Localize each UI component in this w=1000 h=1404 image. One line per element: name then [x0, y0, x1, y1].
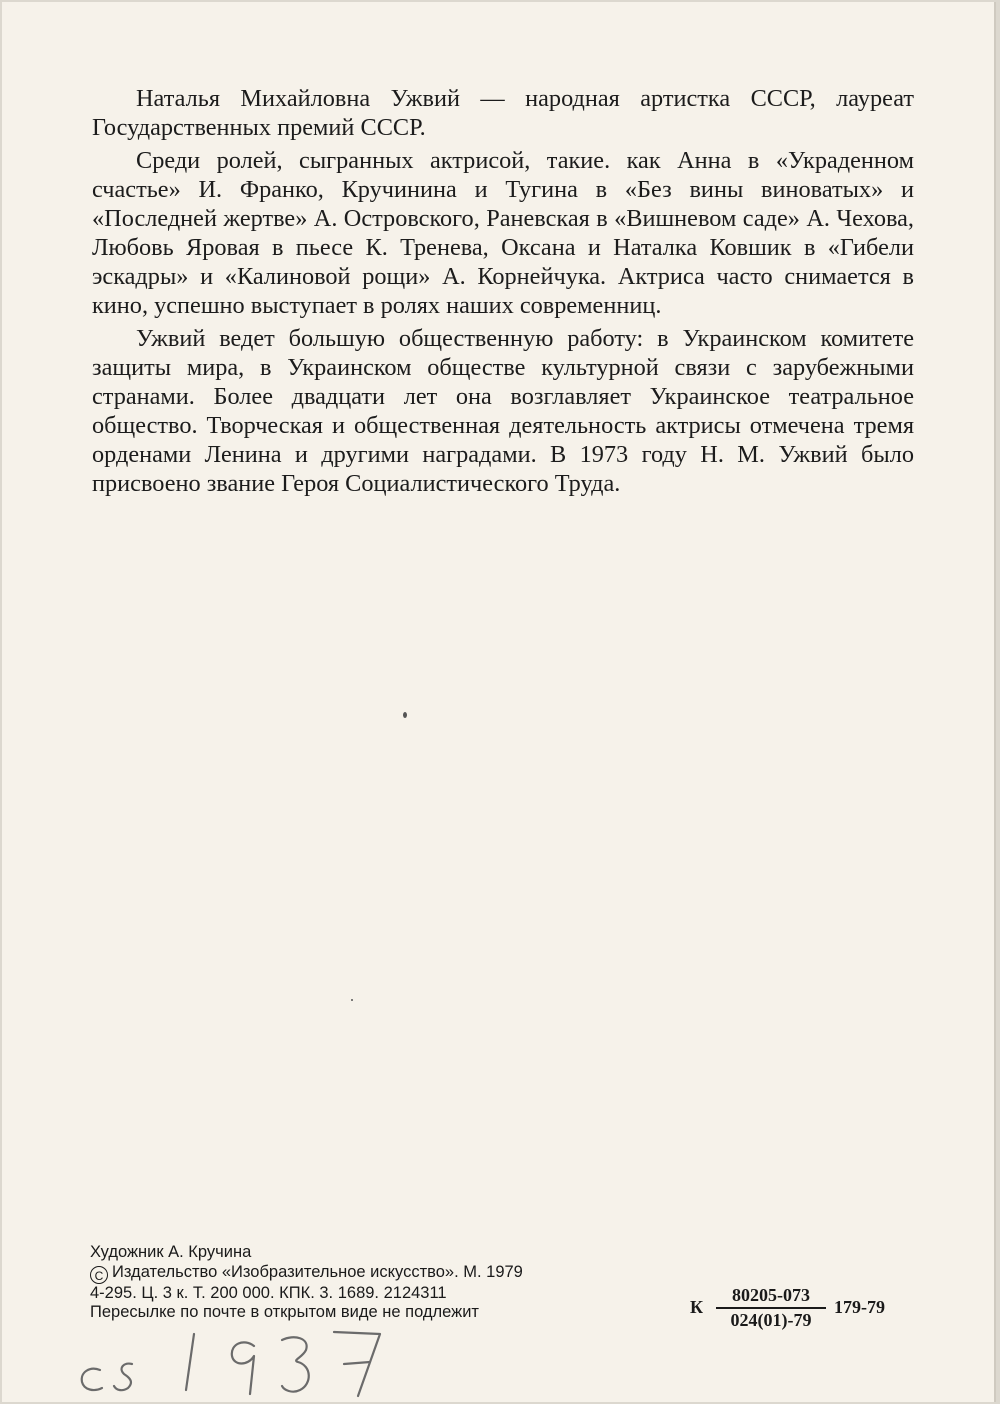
postcard-back — [2, 2, 996, 1402]
handwritten-pencil-note — [62, 1312, 392, 1402]
paper-speck — [351, 999, 353, 1001]
index-denominator: 024(01)-79 — [730, 1310, 812, 1330]
paper-speck — [403, 712, 407, 718]
bio-paragraph-3: Ужвий ведет большую общественную работу: в Украинском комитете защиты мира, в Украинском обществе культурной связи с зарубежными странами. Более двадцати лет она возглавляет Украинское театральное общество. Творческая и общественная деятельность актрисы отмечена тремя орденами Ленина и другими наградами. В 1973 году Н. М. Ужвий было присвоено звание Героя Социалистического Труда. — [92, 325, 914, 497]
bio-paragraph-2: Среди ролей, сыгранных актрисой, такие. как Анна в «Украденном счастье» И. Франко, Кручинина и Тугина в «Без вины виноватых» и «Последней жертве» А. Островского, Раневская в «Вишневом саде» А. Чехова, Любовь Яровая в пьесе К. Тренева, Оксана и Наталка Ковшик в «Гибели эскадры» и «Калиновой рощи» А. Корнейчука. Актриса часто снимается в кино, успешно выступает в ролях наших современниц. — [92, 147, 914, 319]
mail-note: Пересылке по почте в открытом виде не подлежит — [90, 1303, 479, 1321]
index-numerator: 80205-073 — [716, 1285, 826, 1309]
index-suffix: 179-79 — [834, 1297, 885, 1317]
index-fraction — [716, 1285, 826, 1331]
artist-credit: Художник А. Кручина — [90, 1243, 252, 1261]
publisher-imprint — [90, 1243, 690, 1323]
print-info: 4-295. Ц. 3 к. Т. 200 000. КПК. 3. 1689. 2124311 — [90, 1283, 447, 1302]
biography-text — [92, 84, 914, 502]
publisher-name: Издательство «Изобразительное искусство». М. 1979 — [112, 1262, 523, 1281]
copyright-icon: C — [90, 1266, 108, 1284]
bio-paragraph-1: Наталья Михайловна Ужвий — народная артистка СССР, лауреат Государственных премий СССР. — [92, 85, 914, 141]
index-prefix: К — [690, 1297, 704, 1317]
copyright-line — [90, 1263, 690, 1284]
